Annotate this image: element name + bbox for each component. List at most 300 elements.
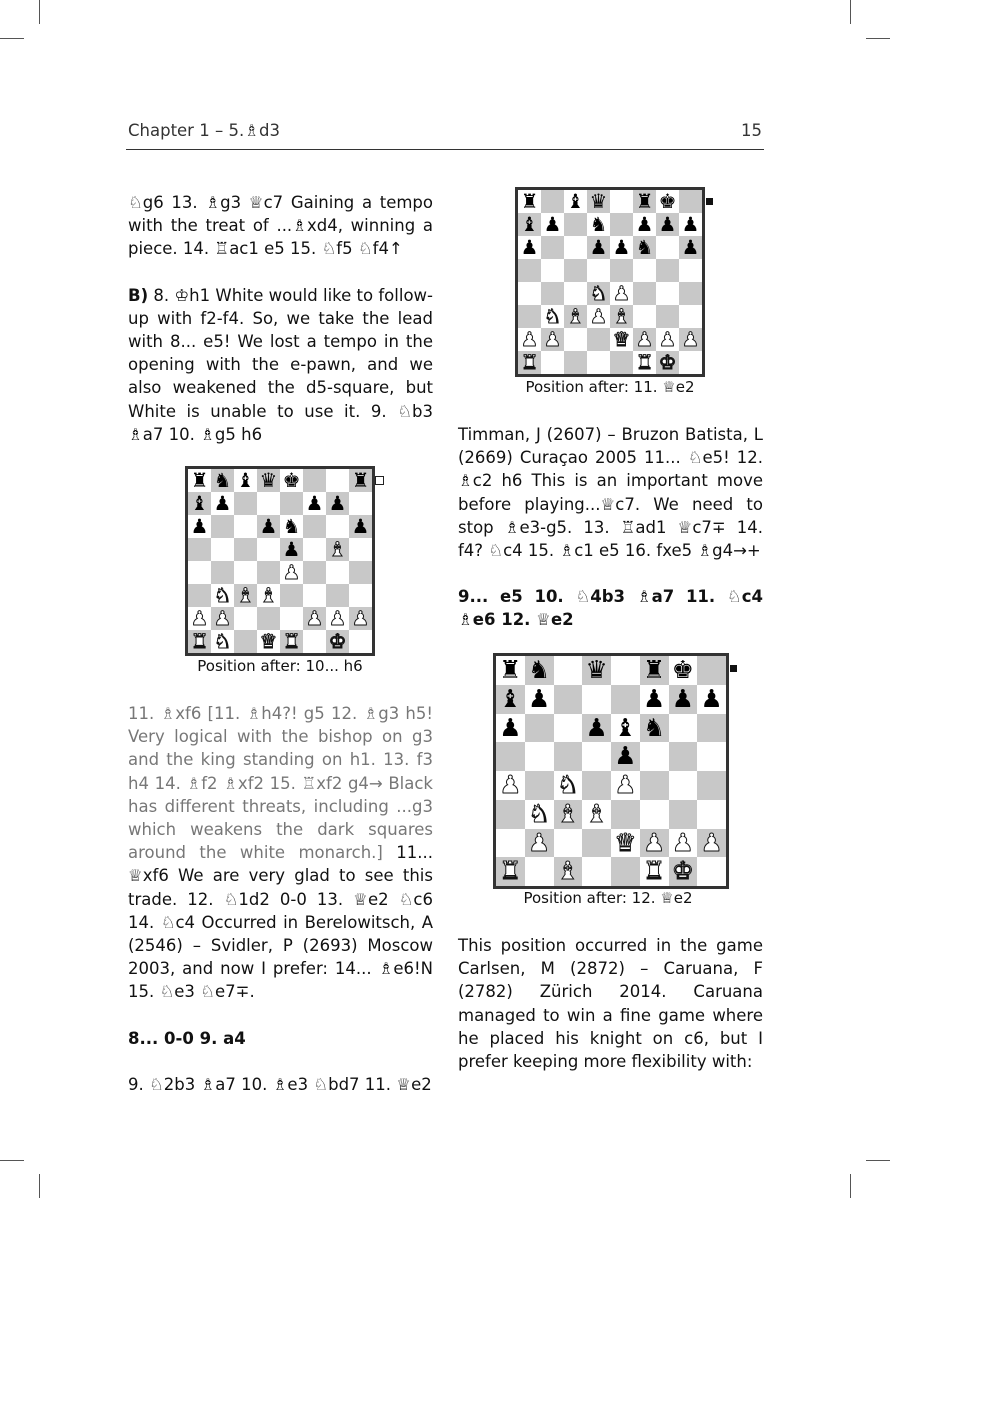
square-c4 [554,771,583,800]
square-a2 [496,829,525,858]
square-e7 [610,213,633,236]
square-b1 [541,351,564,374]
square-b4 [541,282,564,305]
square-b2 [525,829,554,858]
white-to-move-icon [375,476,384,485]
black-pawn-icon: ♟ [528,683,551,713]
square-e4 [610,282,633,305]
square-g7 [656,213,679,236]
square-e1 [280,630,303,653]
square-g8 [326,469,349,492]
square-h7 [679,213,702,236]
white-rook-icon: ♜ [643,856,666,886]
black-pawn-icon: ♟ [635,212,654,236]
white-queen-icon: ♛ [614,827,637,857]
square-d4 [257,561,280,584]
black-pawn-icon: ♟ [543,212,562,236]
crop-mark [866,1160,890,1161]
white-knight-icon: ♞ [528,798,551,828]
square-a4 [496,771,525,800]
square-f3 [633,305,656,328]
square-h8 [349,469,372,492]
square-c8 [554,656,583,685]
white-knight-icon: ♞ [213,583,232,607]
white-knight-icon: ♞ [213,629,232,653]
square-a2 [188,607,211,630]
black-bishop-icon: ♝ [566,189,585,213]
square-a6 [188,515,211,538]
square-b5 [541,259,564,282]
paragraph: ♘g6 13. ♗g3 ♕c7 Gaining a tempo with the treat of ...♗xd4, winning a piece. 14. ♖ac1 e5 15. ♘f5 ♘f4↑ [128,193,433,259]
square-e8 [611,656,640,685]
square-c7 [554,685,583,714]
crop-mark [850,1174,851,1198]
black-pawn-icon: ♟ [351,514,370,538]
square-a7 [518,213,541,236]
square-f7 [303,492,326,515]
white-bishop-icon: ♝ [585,798,608,828]
square-d3 [257,584,280,607]
square-b6 [541,236,564,259]
square-c2 [234,607,257,630]
square-f4 [303,561,326,584]
white-queen-icon: ♛ [259,629,278,653]
square-e5 [280,538,303,561]
square-g3 [656,305,679,328]
bold-move-heading [128,1027,433,1050]
square-b6 [525,714,554,743]
black-pawn-icon: ♟ [213,491,232,515]
white-pawn-icon: ♟ [658,327,677,351]
square-b4 [525,771,554,800]
white-pawn-icon: ♟ [282,560,301,584]
square-e2 [611,829,640,858]
black-to-move-icon [730,665,737,672]
square-e2 [610,328,633,351]
square-c1 [234,630,257,653]
square-d4 [587,282,610,305]
black-bishop-icon: ♝ [520,212,539,236]
square-f7 [640,685,669,714]
square-d6 [582,714,611,743]
square-e6 [610,236,633,259]
white-rook-icon: ♜ [635,350,654,374]
black-pawn-icon: ♟ [520,235,539,259]
square-c6 [564,236,587,259]
square-h4 [349,561,372,584]
square-g5 [656,259,679,282]
diagram-caption: Position after: 10... h6 [197,657,363,675]
square-g5 [669,742,698,771]
square-f3 [303,584,326,607]
square-b7 [211,492,234,515]
square-d7 [587,213,610,236]
square-c6 [234,515,257,538]
square-c5 [564,259,587,282]
black-rook-icon: ♜ [190,468,209,492]
square-f3 [640,800,669,829]
crop-mark [850,0,851,24]
black-rook-icon: ♜ [520,189,539,213]
white-pawn-icon: ♟ [635,327,654,351]
square-a1 [188,630,211,653]
square-d5 [257,538,280,561]
square-h6 [349,515,372,538]
square-g6 [656,236,679,259]
square-c2 [564,328,587,351]
square-e5 [611,742,640,771]
square-c1 [554,857,583,886]
square-h5 [349,538,372,561]
square-c6 [554,714,583,743]
square-c5 [234,538,257,561]
square-a3 [188,584,211,607]
square-e6 [611,714,640,743]
white-pawn-icon: ♟ [700,827,723,857]
square-d8 [582,656,611,685]
square-e1 [610,351,633,374]
square-c5 [554,742,583,771]
square-b5 [211,538,234,561]
square-a4 [518,282,541,305]
square-e7 [280,492,303,515]
move-heading: 8... 0-0 9. a4 [128,1028,246,1048]
black-bishop-icon: ♝ [190,491,209,515]
black-king-icon: ♚ [658,189,677,213]
square-d6 [257,515,280,538]
chess-diagram-3 [493,653,729,889]
square-d3 [582,800,611,829]
white-bishop-icon: ♝ [236,583,255,607]
square-b8 [211,469,234,492]
black-knight-icon: ♞ [643,712,666,742]
square-a2 [518,328,541,351]
square-c1 [564,351,587,374]
square-b2 [211,607,234,630]
white-king-icon: ♚ [671,856,694,886]
black-pawn-icon: ♟ [658,212,677,236]
square-g1 [669,857,698,886]
square-h2 [349,607,372,630]
white-pawn-icon: ♟ [671,827,694,857]
white-bishop-icon: ♝ [556,856,579,886]
square-h7 [349,492,372,515]
diagram-caption: Position after: 11. ♕e2 [525,378,695,396]
square-e8 [610,190,633,213]
variation-label: B) [128,285,149,305]
square-b7 [541,213,564,236]
crop-mark [0,38,24,39]
square-f2 [640,829,669,858]
white-bishop-icon: ♝ [328,537,347,561]
paragraph [128,284,433,446]
black-pawn-icon: ♟ [589,235,608,259]
white-rook-icon: ♜ [499,856,522,886]
black-pawn-icon: ♟ [328,491,347,515]
square-g2 [326,607,349,630]
square-a4 [188,561,211,584]
square-b2 [541,328,564,351]
square-g3 [669,800,698,829]
square-h2 [679,328,702,351]
variation-text: 8. ♔h1 White would like to follow-up with f2-f4. So, we take the lead with 8... e5! We lost a tempo in the opening with the e-pawn, and we also weakened the d5-square, but White is unable to use it. 9. ♘b3 ♗a7 10. ♗g5 h6 [128,285,433,444]
square-a7 [188,492,211,515]
square-a3 [496,800,525,829]
square-b8 [525,656,554,685]
square-d1 [257,630,280,653]
square-f1 [303,630,326,653]
paragraph: This position occurred in the game Carlsen, M (2872) – Caruana, F (2782) Zürich 2014. Caruana managed to win a fine game where he placed his knight on c6, but I prefer keeping more flexibility with: [458,936,763,1072]
bold-move-heading [458,585,763,631]
square-e4 [611,771,640,800]
square-f1 [633,351,656,374]
white-rook-icon: ♜ [190,629,209,653]
square-f6 [633,236,656,259]
square-h8 [679,190,702,213]
square-f4 [633,282,656,305]
square-g6 [326,515,349,538]
square-f5 [640,742,669,771]
black-rook-icon: ♜ [351,468,370,492]
square-g3 [326,584,349,607]
square-c2 [554,829,583,858]
square-c3 [234,584,257,607]
square-d5 [587,259,610,282]
square-f6 [640,714,669,743]
white-pawn-icon: ♟ [520,327,539,351]
square-g1 [656,351,679,374]
white-rook-icon: ♜ [282,629,301,653]
left-column-top [128,191,433,446]
square-f8 [633,190,656,213]
black-queen-icon: ♛ [585,655,608,685]
square-g2 [656,328,679,351]
black-pawn-icon: ♟ [614,741,637,771]
black-pawn-icon: ♟ [499,712,522,742]
square-g4 [656,282,679,305]
white-bishop-icon: ♝ [259,583,278,607]
black-rook-icon: ♜ [643,655,666,685]
square-d7 [582,685,611,714]
square-a6 [496,714,525,743]
square-g4 [669,771,698,800]
diagram-caption: Position after: 12. ♕e2 [523,889,693,907]
square-g8 [669,656,698,685]
black-pawn-icon: ♟ [700,683,723,713]
paragraph: 9. ♘2b3 ♗a7 10. ♗e3 ♘bd7 11. ♕e2 [128,1074,432,1094]
square-d1 [587,351,610,374]
white-king-icon: ♚ [658,350,677,374]
square-d8 [587,190,610,213]
square-h1 [679,351,702,374]
white-pawn-icon: ♟ [499,770,522,800]
white-king-icon: ♚ [328,629,347,653]
square-f7 [633,213,656,236]
square-f5 [633,259,656,282]
white-pawn-icon: ♟ [589,304,608,328]
square-h6 [697,714,726,743]
square-e6 [280,515,303,538]
black-knight-icon: ♞ [282,514,301,538]
square-f8 [640,656,669,685]
square-h3 [679,305,702,328]
square-b1 [525,857,554,886]
square-e3 [611,800,640,829]
black-rook-icon: ♜ [635,189,654,213]
black-pawn-icon: ♟ [259,514,278,538]
square-a6 [518,236,541,259]
square-b7 [525,685,554,714]
square-b5 [525,742,554,771]
square-a8 [518,190,541,213]
square-e3 [280,584,303,607]
square-h4 [679,282,702,305]
black-to-move-icon [706,198,713,205]
black-pawn-icon: ♟ [282,537,301,561]
square-f2 [633,328,656,351]
white-knight-icon: ♞ [543,304,562,328]
right-column-bottom [458,934,763,1073]
square-d1 [582,857,611,886]
square-g4 [326,561,349,584]
black-queen-icon: ♛ [259,468,278,492]
square-g5 [326,538,349,561]
mainline-text: 11... ♕xf6 We are very glad to see this trade. 12. ♘1d2 0-0 13. ♕e2 ♘c6 14. ♘c4 Occurred in Berelowitsch, A (2546) – Svidler, P (2693) Moscow 2003, and now I prefer: 14... ♗e6!N 15. ♘e3 ♘e7∓. [128,843,433,1002]
square-f2 [303,607,326,630]
black-knight-icon: ♞ [635,235,654,259]
black-knight-icon: ♞ [528,655,551,685]
square-h2 [697,829,726,858]
square-g7 [669,685,698,714]
square-f4 [640,771,669,800]
square-a8 [496,656,525,685]
page-number: 15 [741,121,762,140]
square-d6 [587,236,610,259]
sideline-text: 11. ♗xf6 [11. ♗h4?! g5 12. ♗g3 h5! Very logical with the bishop on g3 and the king standing on h1. 13. f3 h4 14. ♗f2 ♗xf2 15. ♖xf2 g4→ Black has different threats, including ...g3 which weakens the dark squares around the white monarch.] [128,704,433,863]
square-a5 [518,259,541,282]
white-bishop-icon: ♝ [556,798,579,828]
square-f6 [303,515,326,538]
square-d8 [257,469,280,492]
square-g1 [326,630,349,653]
square-h3 [697,800,726,829]
running-header [126,119,764,150]
white-pawn-icon: ♟ [612,281,631,305]
white-pawn-icon: ♟ [528,827,551,857]
chess-diagram-2 [185,466,375,656]
square-e1 [611,857,640,886]
white-knight-icon: ♞ [589,281,608,305]
square-f5 [303,538,326,561]
right-column-middle [458,423,763,632]
square-d2 [587,328,610,351]
square-c7 [234,492,257,515]
square-e4 [280,561,303,584]
black-pawn-icon: ♟ [612,235,631,259]
move-heading: 9... e5 10. ♘4b3 ♗a7 11. ♘c4 ♗e6 12. ♕e2 [458,587,763,630]
square-c7 [564,213,587,236]
square-a1 [496,857,525,886]
black-pawn-icon: ♟ [643,683,666,713]
crop-mark [0,1160,24,1161]
square-e5 [610,259,633,282]
square-c4 [234,561,257,584]
paragraph [128,702,433,1004]
white-rook-icon: ♜ [520,350,539,374]
white-pawn-icon: ♟ [305,606,324,630]
paragraph: Timman, J (2607) – Bruzon Batista, L (2669) Curaçao 2005 11... ♘e5! 12. ♗c2 h6 This is an important move before playing...♕c7. We need to stop ♗e3-g5. 13. ♖ad1 ♕c7∓ 14. f4? ♘c4 15. ♗c1 e5 16. fxe5 ♗g4→+ [458,425,763,561]
square-h1 [349,630,372,653]
chapter-title: Chapter 1 – 5.♗d3 [128,121,280,140]
square-b8 [541,190,564,213]
white-pawn-icon: ♟ [614,770,637,800]
square-c8 [564,190,587,213]
black-knight-icon: ♞ [589,212,608,236]
square-g8 [656,190,679,213]
square-b3 [541,305,564,328]
square-d4 [582,771,611,800]
white-bishop-icon: ♝ [612,304,631,328]
square-a3 [518,305,541,328]
square-e7 [611,685,640,714]
white-queen-icon: ♛ [612,327,631,351]
black-knight-icon: ♞ [213,468,232,492]
crop-mark [39,1174,40,1198]
square-a8 [188,469,211,492]
white-pawn-icon: ♟ [643,827,666,857]
square-d5 [582,742,611,771]
square-b1 [211,630,234,653]
black-rook-icon: ♜ [499,655,522,685]
left-column-bottom [128,702,433,1096]
square-b4 [211,561,234,584]
square-d7 [257,492,280,515]
square-b3 [211,584,234,607]
square-d3 [587,305,610,328]
black-pawn-icon: ♟ [190,514,209,538]
square-h5 [679,259,702,282]
black-bishop-icon: ♝ [499,683,522,713]
square-h6 [679,236,702,259]
black-pawn-icon: ♟ [585,712,608,742]
square-h8 [697,656,726,685]
square-a1 [518,351,541,374]
square-a7 [496,685,525,714]
black-pawn-icon: ♟ [681,212,700,236]
white-pawn-icon: ♟ [213,606,232,630]
square-h4 [697,771,726,800]
white-pawn-icon: ♟ [543,327,562,351]
square-b6 [211,515,234,538]
square-g2 [669,829,698,858]
square-d2 [257,607,280,630]
square-g6 [669,714,698,743]
white-pawn-icon: ♟ [190,606,209,630]
square-c8 [234,469,257,492]
square-h3 [349,584,372,607]
white-pawn-icon: ♟ [681,327,700,351]
black-king-icon: ♚ [671,655,694,685]
white-pawn-icon: ♟ [328,606,347,630]
square-f1 [640,857,669,886]
square-c3 [564,305,587,328]
square-b3 [525,800,554,829]
square-g7 [326,492,349,515]
white-pawn-icon: ♟ [351,606,370,630]
black-pawn-icon: ♟ [681,235,700,259]
square-e8 [280,469,303,492]
square-f8 [303,469,326,492]
